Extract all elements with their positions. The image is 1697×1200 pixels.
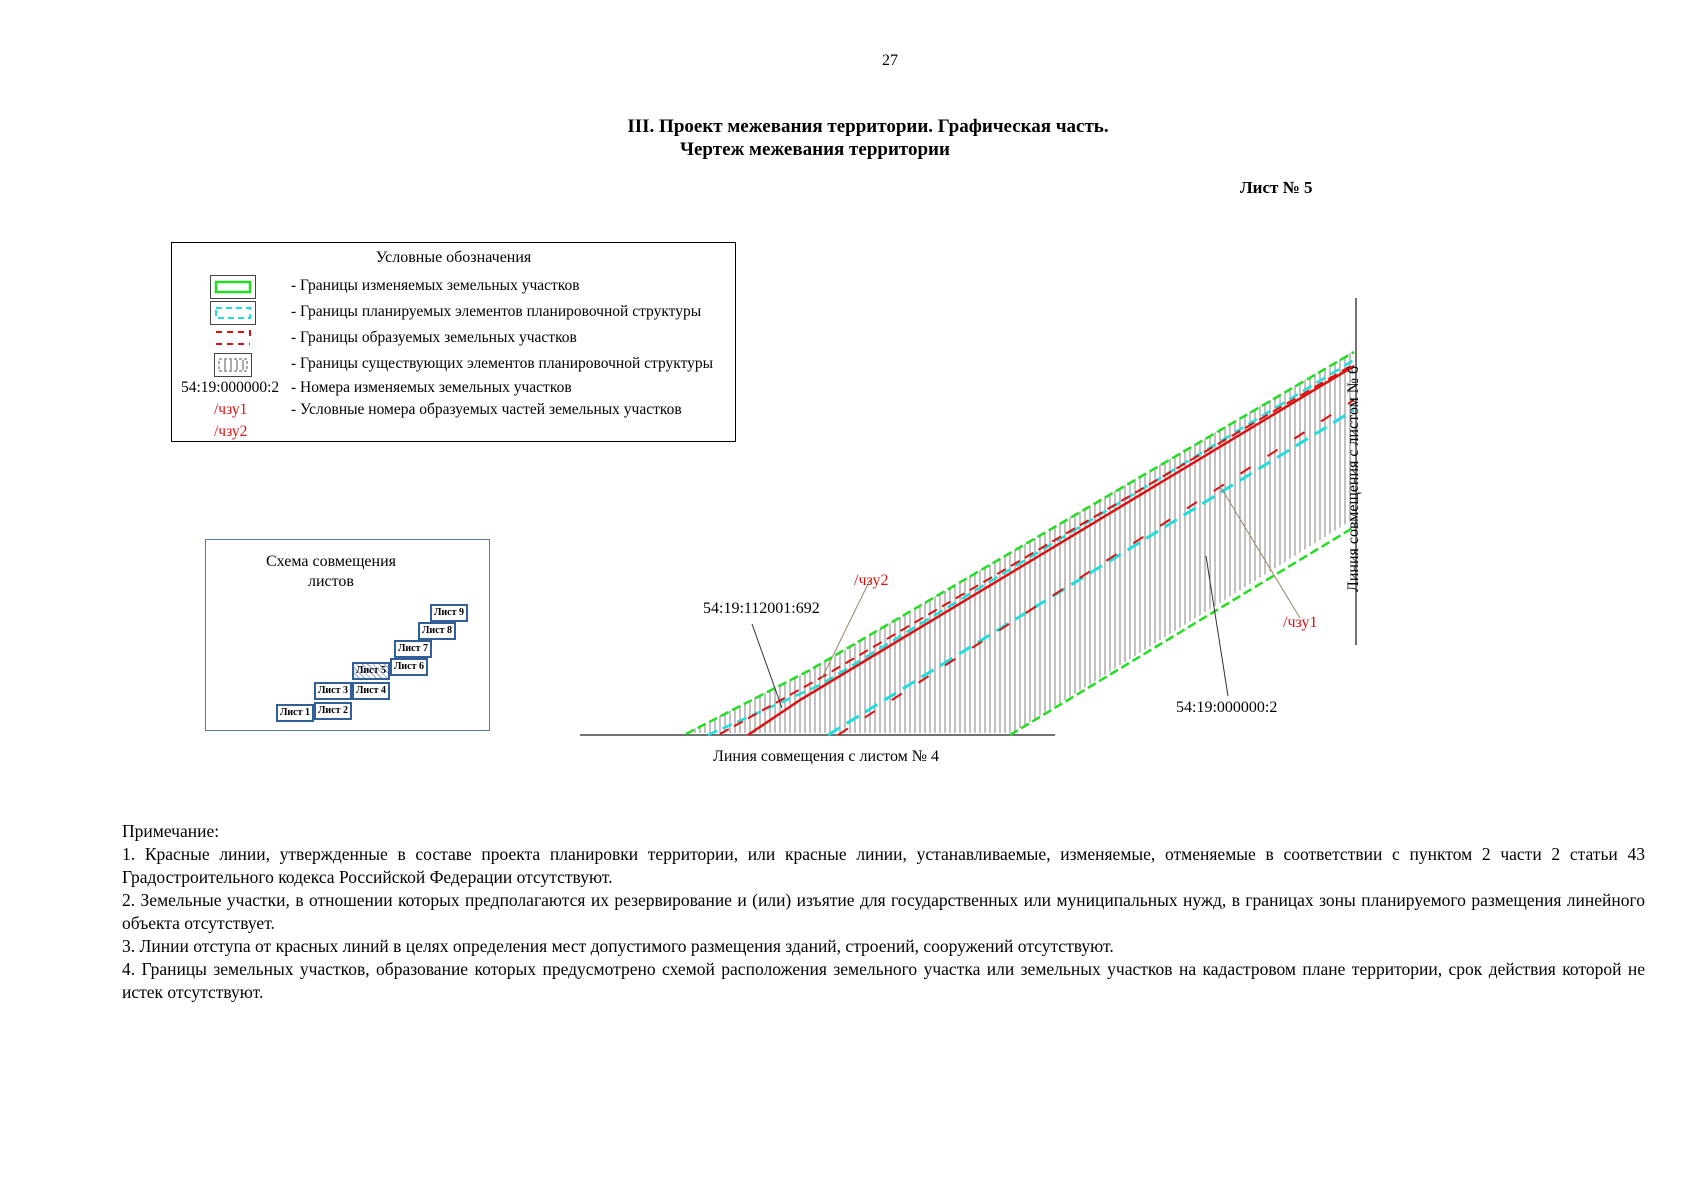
sheet-box-8: Лист 8 <box>418 622 456 640</box>
legend-symbol-part-number: /чзу1 <box>214 401 248 418</box>
legend-item-text: - Границы изменяемых земельных участков <box>291 277 580 294</box>
scheme-title-line: Схема совмещения <box>265 553 396 570</box>
note-item: 3. Линии отступа от красных линий в целях определения мест допустимого размещения зданий, строений, сооружений отсутствуют. <box>122 936 1114 956</box>
part-label-chzu2: /чзу2 <box>854 572 889 589</box>
legend-item-text: - Границы планируемых элементов планировочной структуры <box>291 303 702 320</box>
notes <box>122 820 1645 1004</box>
sheet-box-1: Лист 1 <box>276 704 314 722</box>
sheet-box-5-current: Лист 5 <box>352 662 390 680</box>
note-item: 2. Земельные участки, в отношении которых предполагаются их резервирование и (или) изъятие для государственных или муниципальных нужд, в границах зоны планируемого размещения линейного объекта отсутствует. <box>122 890 1645 933</box>
sheet-box-9: Лист 9 <box>430 604 468 622</box>
sheet-box-6: Лист 6 <box>390 658 428 676</box>
sheet-box-7: Лист 7 <box>394 640 432 658</box>
legend-symbol-parcel-number: 54:19:000000:2 <box>181 379 280 396</box>
legend-item-text: - Границы существующих элементов планировочной структуры <box>291 355 714 372</box>
legend-symbol-part-number: /чзу2 <box>214 423 248 440</box>
right-match-line-label: Линия совмещения с листом № 6 <box>1345 365 1362 592</box>
sheet-box-3: Лист 3 <box>314 682 352 700</box>
legend-item-text: - Условные номера образуемых частей земельных участков <box>291 401 682 418</box>
page-number: 27 <box>882 52 898 69</box>
leader-parcel-692 <box>752 624 782 708</box>
scheme-title-line: листов <box>308 573 354 590</box>
legend-title: Условные обозначения <box>375 249 532 266</box>
parcel-label-692: 54:19:112001:692 <box>703 600 820 617</box>
part-label-chzu1: /чзу1 <box>1283 614 1318 631</box>
legend-item-text: - Номера изменяемых земельных участков <box>291 379 572 396</box>
sheet-box-2: Лист 2 <box>314 702 352 720</box>
sheet-box-4: Лист 4 <box>352 682 390 700</box>
hatch-area <box>690 340 1355 736</box>
note-item: 4. Границы земельных участков, образование которых предусмотрено схемой расположения земельного участка или земельных участков на кадастровом плане территории, срок действия которой не истек отсутствуют. <box>122 959 1645 1002</box>
notes-heading: Примечание: <box>122 821 220 841</box>
formed-parcel-boundary <box>748 366 1354 735</box>
formed-parcel-boundary-2 <box>838 400 1354 735</box>
note-item: 1. Красные линии, утвержденные в составе проекта планировки территории, или красные линии, устанавливаемые, изменяемые, отменяемые в соответствии с пунктом 2 части 2 статьи 43 Градостроительного кодекса Российской Федерации отсутствуют. <box>122 844 1645 887</box>
sheet-number-label: Лист № 5 <box>1240 178 1313 197</box>
legend-item-text: - Границы образуемых земельных участков <box>291 329 577 346</box>
section-title: III. Проект межевания территории. Графическая часть. <box>627 116 1109 137</box>
drawing-title: Чертеж межевания территории <box>680 139 950 160</box>
bottom-match-line-label: Линия совмещения с листом № 4 <box>713 748 940 765</box>
parcel-label-2: 54:19:000000:2 <box>1176 699 1278 716</box>
